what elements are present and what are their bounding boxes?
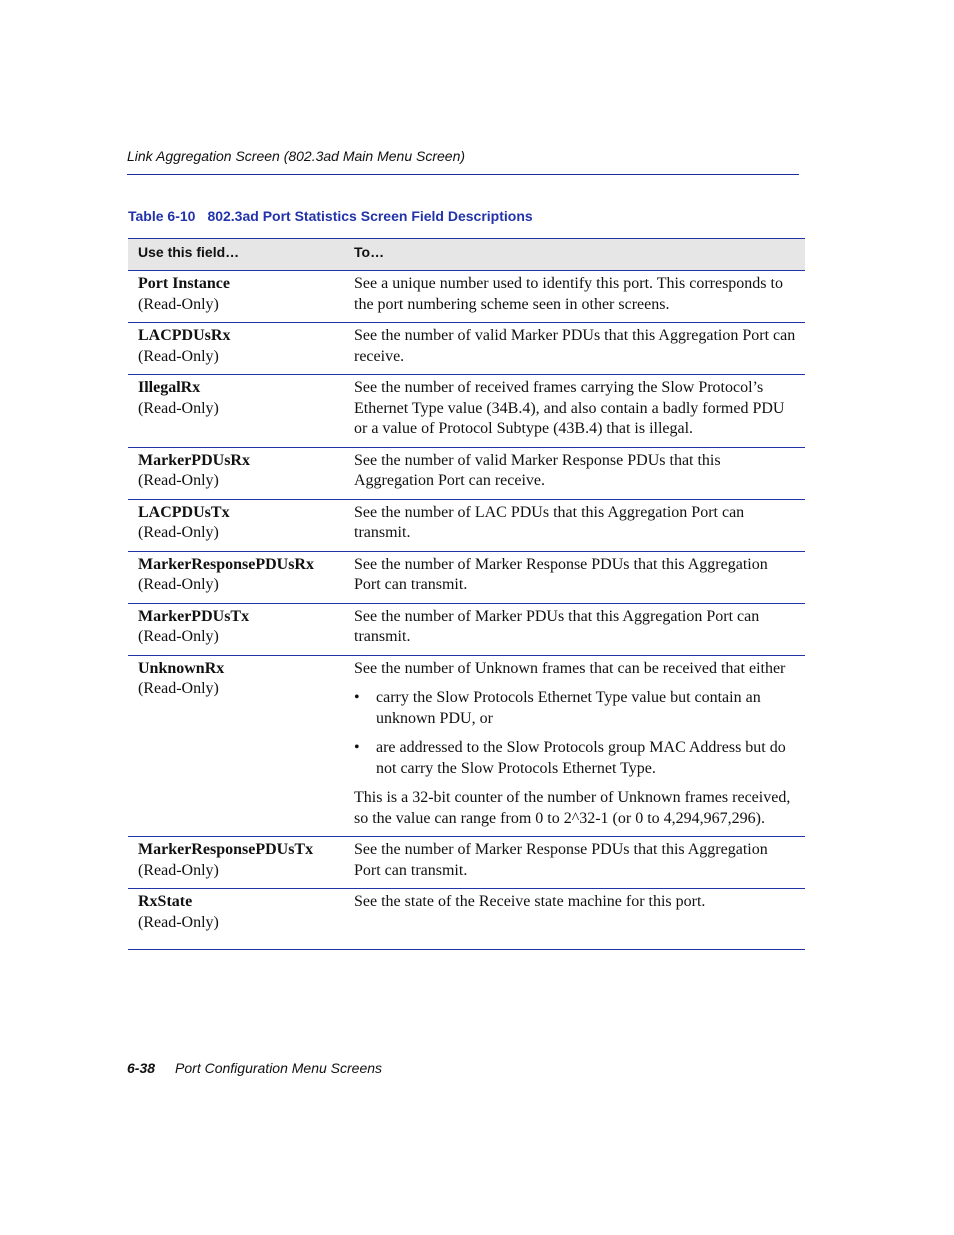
field-access: (Read-Only) xyxy=(138,628,219,645)
bullet-icon: • xyxy=(354,689,360,706)
table-number: Table 6-10 xyxy=(128,208,196,224)
field-cell xyxy=(128,603,341,655)
field-name: Port Instance xyxy=(138,275,230,292)
bullet-item xyxy=(354,688,797,729)
table-row xyxy=(128,499,805,551)
field-name: MarkerResponsePDUsRx xyxy=(138,555,314,573)
header-rule xyxy=(127,174,799,175)
field-access: (Read-Only) xyxy=(138,861,219,879)
field-access: (Read-Only) xyxy=(138,576,219,593)
footer-section-title: Port Configuration Menu Screens xyxy=(175,1060,383,1076)
table-caption xyxy=(128,208,533,224)
table-row xyxy=(128,837,805,889)
field-description: See the number of valid Marker Response PDUs that this Aggregation Port can receive. xyxy=(354,451,721,489)
description-cell xyxy=(341,375,805,448)
table-row xyxy=(128,323,805,375)
field-description: See the number of LAC PDUs that this Aggregation Port can transmit. xyxy=(354,503,745,541)
field-access: (Read-Only) xyxy=(138,680,219,697)
field-description: See the number of Marker Response PDUs that this Aggregation Port can transmit. xyxy=(354,555,768,593)
field-description: See the number of Unknown frames that can be received that either xyxy=(354,659,786,677)
table-row xyxy=(128,271,805,323)
field-description: See the state of the Receive state machine for this port. xyxy=(354,893,706,910)
field-description: See the number of Marker Response PDUs that this Aggregation Port can transmit. xyxy=(354,841,768,879)
bullet-item xyxy=(354,738,797,779)
description-cell xyxy=(341,551,805,603)
page-footer xyxy=(127,1060,382,1076)
description-cell xyxy=(341,889,805,950)
field-description: See a unique number used to identify this port. This corresponds to the port numbering scheme seen in other screens. xyxy=(354,275,783,313)
field-name: LACPDUsTx xyxy=(138,503,230,521)
table-title: 802.3ad Port Statistics Screen Field Descriptions xyxy=(207,208,533,224)
field-note: This is a 32-bit counter of the number of Unknown frames received, so the value can range from 0 to 2^32-1 (or 0 to 4,294,967,296). xyxy=(354,789,791,827)
field-cell xyxy=(128,837,341,889)
field-name: UnknownRx xyxy=(138,659,225,677)
bullet-list xyxy=(354,688,797,779)
description-cell xyxy=(341,655,805,837)
field-access: (Read-Only) xyxy=(138,913,219,931)
field-cell xyxy=(128,889,341,950)
field-description: See the number of valid Marker PDUs that this Aggregation Port can receive. xyxy=(354,327,796,365)
bullet-icon: • xyxy=(354,739,360,756)
description-cell xyxy=(341,447,805,499)
field-access: (Read-Only) xyxy=(138,399,219,417)
description-cell xyxy=(341,499,805,551)
field-cell xyxy=(128,323,341,375)
description-cell xyxy=(341,837,805,889)
page-number: 6-38 xyxy=(127,1060,156,1076)
column-header-field: Use this field… xyxy=(128,239,341,271)
description-cell xyxy=(341,603,805,655)
field-description: See the number of received frames carrying the Slow Protocol’s Ethernet Type value (34B.4), and also contain a badly formed PDU or a value of Protocol Subtype (43B.4) that is illegal. xyxy=(354,379,785,437)
field-description: See the number of Marker PDUs that this Aggregation Port can transmit. xyxy=(354,607,760,645)
field-cell xyxy=(128,551,341,603)
field-cell xyxy=(128,271,341,323)
table-row xyxy=(128,603,805,655)
field-name: MarkerPDUsRx xyxy=(138,451,250,469)
description-cell xyxy=(341,271,805,323)
field-descriptions-table xyxy=(128,238,805,950)
field-access: (Read-Only) xyxy=(138,472,219,489)
table-row xyxy=(128,655,805,837)
field-cell xyxy=(128,655,341,837)
field-access: (Read-Only) xyxy=(138,295,219,313)
bullet-text: are addressed to the Slow Protocols group MAC Address but do not carry the Slow Protocols Ethernet Type. xyxy=(376,739,786,777)
field-access: (Read-Only) xyxy=(138,347,219,365)
field-name: LACPDUsRx xyxy=(138,327,231,344)
table-header-row xyxy=(128,239,805,271)
field-cell xyxy=(128,447,341,499)
field-cell xyxy=(128,499,341,551)
column-header-description: To… xyxy=(341,239,805,271)
table-row xyxy=(128,375,805,448)
table-row xyxy=(128,889,805,950)
bullet-text: carry the Slow Protocols Ethernet Type value but contain an unknown PDU, or xyxy=(376,689,761,727)
field-name: RxState xyxy=(138,893,193,910)
table-row xyxy=(128,551,805,603)
field-access: (Read-Only) xyxy=(138,524,219,541)
field-name: MarkerPDUsTx xyxy=(138,607,250,625)
field-name: IllegalRx xyxy=(138,379,201,396)
table-row xyxy=(128,447,805,499)
description-cell xyxy=(341,323,805,375)
field-name: MarkerResponsePDUsTx xyxy=(138,841,314,858)
running-header: Link Aggregation Screen (802.3ad Main Menu Screen) xyxy=(127,148,466,164)
field-cell xyxy=(128,375,341,448)
